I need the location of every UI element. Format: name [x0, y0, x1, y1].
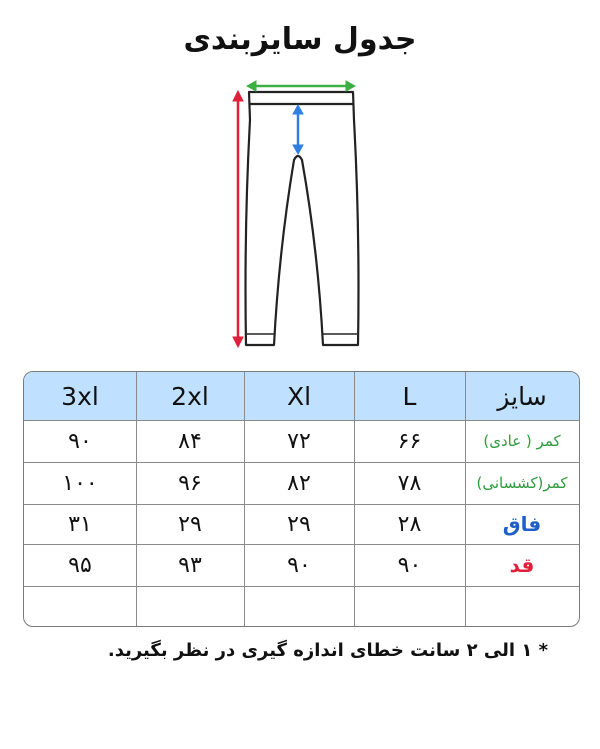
row-divider — [24, 586, 579, 587]
cell-waist-elastic-l: ۷۸ — [397, 470, 422, 496]
pants-illustration — [0, 0, 600, 360]
header-2xl: 2xl — [171, 381, 209, 411]
waist-arrow-icon — [247, 81, 355, 91]
column-divider — [136, 372, 137, 626]
page-title: جدول سایزبندی — [183, 22, 417, 57]
cell-length-l: ۹۰ — [397, 552, 422, 578]
column-divider — [244, 372, 245, 626]
header-size-label: سایز — [497, 381, 547, 411]
row-label-waist-elastic: کمر(کشسانی) — [476, 474, 568, 492]
cell-waist-2xl: ۸۴ — [178, 428, 202, 454]
header-l: L — [402, 381, 417, 411]
cell-waist-l: ۶۶ — [397, 428, 422, 454]
cell-rise-xl: ۲۹ — [287, 511, 311, 537]
cell-length-2xl: ۹۳ — [178, 552, 202, 578]
row-divider — [24, 420, 579, 421]
row-label-rise: فاق — [502, 512, 542, 536]
column-divider — [354, 372, 355, 626]
cell-waist-elastic-3xl: ۱۰۰ — [62, 470, 98, 496]
column-divider — [465, 372, 466, 626]
row-divider — [24, 504, 579, 505]
header-3xl: 3xl — [61, 381, 99, 411]
pants-outline — [246, 92, 359, 345]
size-table — [23, 371, 580, 627]
row-label-waist-normal: کمر ( عادی) — [483, 432, 561, 450]
row-divider — [24, 462, 579, 463]
row-divider — [24, 544, 579, 545]
cell-length-3xl: ۹۵ — [68, 552, 92, 578]
cell-waist-elastic-2xl: ۹۶ — [178, 470, 202, 496]
length-arrow-icon — [233, 91, 243, 347]
cell-rise-l: ۲۸ — [397, 511, 422, 537]
measurement-note: * ۱ الی ۲ سانت خطای اندازه گیری در نظر بگیرید. — [107, 640, 548, 661]
cell-waist-xl: ۷۲ — [287, 428, 311, 454]
row-label-length: قد — [509, 553, 535, 577]
cell-length-xl: ۹۰ — [287, 552, 311, 578]
cell-waist-3xl: ۹۰ — [68, 428, 92, 454]
cell-waist-elastic-xl: ۸۲ — [287, 470, 311, 496]
header-xl: Xl — [286, 381, 312, 411]
cell-rise-3xl: ۳۱ — [68, 511, 92, 537]
cell-rise-2xl: ۲۹ — [178, 511, 202, 537]
